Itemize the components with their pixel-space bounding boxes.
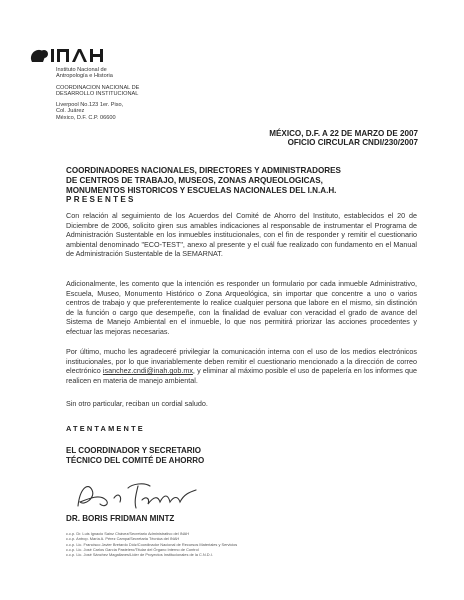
address-line: Col. Juárez	[56, 108, 85, 115]
cc-line: c.c.p. Antrop. María A. Pérez Campa/Secretaria Técnica del INAH	[66, 536, 180, 542]
cc-line: c.c.p. Lic. Francisco Javier Bretardo Dóiz/Coordinador Nacional de Recursos Materiales y Servicios	[66, 541, 238, 547]
cc-line: c.c.p. Lic. José Sánchez Magallanes/Líder de Proyectos Institucionales de la C.N.D.I.	[66, 552, 213, 558]
cc-line: c.c.p. Lic. José Carlos García Pastelero/Titular del Órgano Interno de Control	[66, 546, 199, 552]
paragraph-3	[66, 347, 417, 385]
date-line: MÉXICO, D.F. A 22 DE MARZO DE 2007	[269, 129, 418, 138]
date-block	[269, 129, 418, 148]
recipient-line: MONUMENTOS HISTORICOS Y ESCUELAS NACIONALES DEL I.N.A.H.	[66, 185, 337, 195]
circular-number: OFICIO CIRCULAR CNDI/230/2007	[287, 138, 418, 148]
recipient-line: DE CENTROS DE TRABAJO, MUSEOS, ZONAS ARQUEOLOGICAS,	[66, 175, 323, 185]
signer-title	[66, 446, 204, 465]
paragraph-3-text-end: , y eliminar al máximo posible el uso de papelería en los informes que realicen en materia de manejo ambiental.	[66, 366, 417, 385]
recipients-block	[66, 166, 426, 205]
address-line: México, D.F. C.P. 06600	[56, 114, 116, 121]
paragraph-1: Con relación al seguimiento de los Acuerdos del Comité de Ahorro del Instituto, establecidos el 20 de Diciembre de 2006, solicito giren sus amables indicaciones al responsable de instrumentar el Programa de Administración Sustentable en los inmuebles institucionales, con el fin de responder y remitir el cuestionario ambiental denominado "ECO-TEST", anexo al presente y el cuál fue realizado con fundamento en el Manual de Administración Sustentable de la SEMARNAT.	[66, 211, 417, 259]
closing-line: Sin otro particular, reciban un cordial saludo.	[66, 399, 208, 408]
carbon-copy-list	[66, 531, 237, 557]
institution-line: Antropología e Historia	[56, 73, 113, 80]
office-line: COORDINACION NACIONAL DE	[56, 84, 140, 91]
cc-line: c.c.p. Dr. Luis Ignacio Sainz Chávez/Secretario Administrativo del INAH	[66, 531, 190, 536]
presentes-line: PRESENTES	[66, 195, 136, 205]
office-line: DESARROLLO INSTITUCIONAL	[56, 90, 139, 97]
recipient-line: COORDINADORES NACIONALES, DIRECTORES Y ADMINISTRADORES	[66, 166, 341, 175]
atentamente-label: ATENTAMENTE	[66, 424, 145, 433]
address-line: Liverpool No.123 1er. Piso,	[56, 102, 124, 109]
paragraph-2: Adicionalmente, les comento que la intención es responder un formulario por cada inmueble Administrativo, Escuela, Museo, Monumento Histórico o Zona Arqueológica, sin importar que concentre a uno o varios centros de trabajo y que preferentemente lo realice cualquier persona que labore en el mismo, sin distinción de la función o cargo que desempeñe, con la finalidad de evaluar con veracidad el grado de avance del Sistema de Manejo Ambiental en el inmueble, lo que nos permitirá priorizar las acciones procedentes y efectuar las mejoras necesarias.	[66, 279, 417, 336]
signer-title-line: TÉCNICO DEL COMITÉ DE AHORRO	[66, 455, 205, 465]
paragraph-3-text: Por último, mucho les agradeceré privilegiar la comunicación interna con el uso de los medios electrónicos institucionales, por lo que invariablemente deben remitir el cuestionario mencionado a la dirección de correo electrónico	[66, 347, 417, 376]
signer-title-line: EL COORDINADOR Y SECRETARIO	[66, 446, 201, 455]
inah-logo	[30, 46, 110, 64]
institution-line: Instituto Nacional de	[56, 67, 107, 73]
letterhead	[56, 67, 139, 121]
email-link[interactable]: isanchez.cndi@inah.gob.mx	[102, 366, 193, 376]
signer-name: DR. BORIS FRIDMAN MINTZ	[66, 514, 175, 523]
